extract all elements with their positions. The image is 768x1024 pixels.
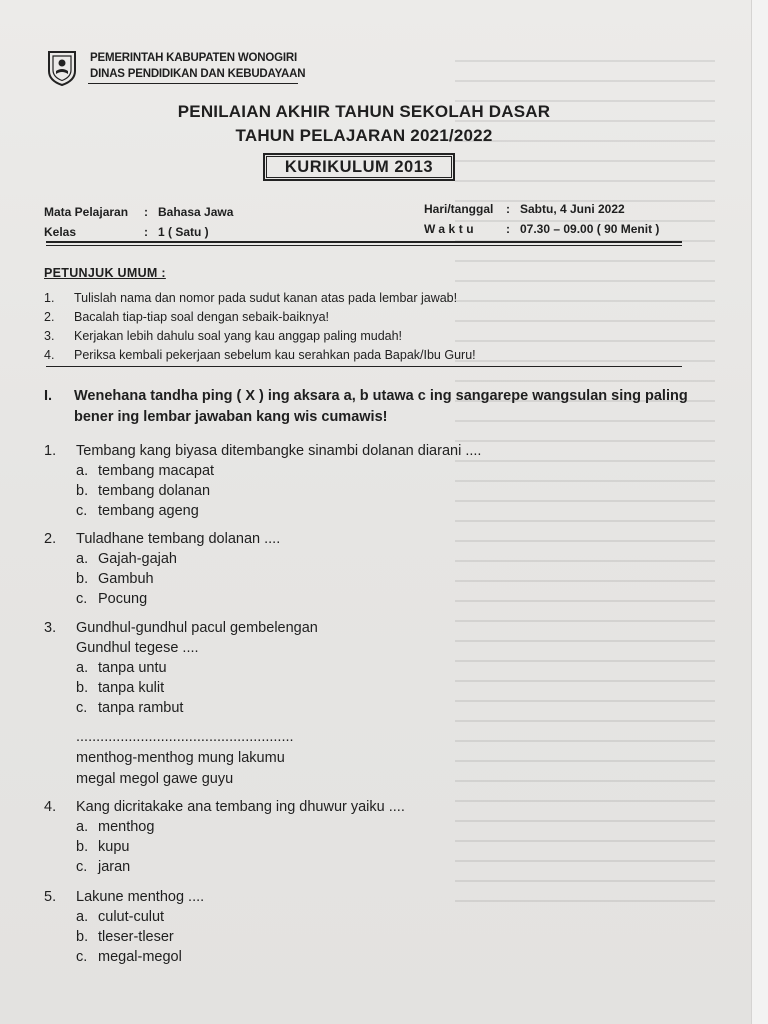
question-text: Tembang kang biyasa ditembangke sinambi dolanan diarani .... (76, 443, 482, 459)
option-item[interactable] (76, 678, 318, 698)
section-number: I. (44, 388, 53, 404)
item-text: Kerjakan lebih dahulu soal yang kau anggap paling mudah! (74, 329, 403, 343)
separator: : (144, 225, 148, 239)
header-rule-thin (46, 245, 682, 246)
option-item[interactable] (76, 549, 280, 569)
option-item[interactable] (76, 837, 405, 857)
org-line-1: PEMERINTAH KABUPATEN WONOGIRI (90, 52, 297, 64)
date-value: Sabtu, 4 Juni 2022 (520, 202, 625, 216)
option-letter: a. (76, 551, 89, 567)
instructions-rule (46, 366, 682, 367)
regency-emblem-icon (46, 49, 78, 87)
option-letter: b. (76, 571, 89, 587)
option-letter: c. (76, 700, 88, 716)
separator: : (506, 202, 510, 216)
curriculum-box: KURIKULUM 2013 (263, 153, 455, 181)
class-label: Kelas (44, 225, 77, 239)
option-letter: c. (76, 591, 88, 607)
option-item[interactable] (76, 817, 405, 837)
question-number: 4. (44, 799, 57, 815)
question-text: Lakune menthog .... (76, 889, 205, 905)
options-list (76, 461, 481, 521)
time-row (424, 222, 659, 236)
option-letter: a. (76, 909, 89, 925)
question-number: 3. (44, 620, 57, 636)
item-number: 4. (44, 348, 55, 362)
option-text: megal-megol (98, 949, 182, 965)
option-letter: c. (76, 503, 88, 519)
item-text: Tulislah nama dan nomor pada sudut kanan atas pada lembar jawab! (74, 291, 458, 305)
option-text: tembang macapat (98, 463, 215, 479)
option-text: menthog (98, 819, 155, 835)
class-value: 1 ( Satu ) (158, 225, 209, 239)
option-text: Gajah-gajah (98, 551, 177, 567)
option-letter: a. (76, 463, 89, 479)
subject-row (44, 205, 233, 219)
question-3 (44, 618, 318, 718)
option-letter: c. (76, 859, 88, 875)
option-text: tanpa untu (98, 660, 167, 676)
item-text: Bacalah tiap-tiap soal dengan sebaik-baiknya! (74, 310, 330, 324)
verse-blank: ...................................................... (76, 729, 294, 745)
question-4 (44, 797, 405, 877)
subject-value: Bahasa Jawa (158, 205, 234, 219)
options-list (76, 817, 405, 877)
option-item[interactable] (76, 927, 204, 947)
date-row (424, 202, 625, 216)
question-number: 5. (44, 889, 57, 905)
options-list (76, 907, 204, 967)
question-text: Kang dicritakake ana tembang ing dhuwur yaiku .... (76, 799, 405, 815)
options-list (76, 658, 318, 718)
org-line-2: DINAS PENDIDIKAN DAN KEBUDAYAAN (90, 68, 306, 80)
question-5 (44, 887, 204, 967)
section-heading (44, 386, 694, 428)
option-text: tanpa kulit (98, 680, 165, 696)
option-text: culut-culut (98, 909, 165, 925)
option-text: tembang ageng (98, 503, 199, 519)
option-text: tleser-tleser (98, 929, 174, 945)
option-letter: b. (76, 929, 89, 945)
question-text: Gundhul-gundhul pacul gembelengan (76, 620, 318, 636)
option-item[interactable] (76, 698, 318, 718)
option-letter: b. (76, 680, 89, 696)
organization-name (90, 50, 305, 82)
option-text: Gambuh (98, 571, 154, 587)
header-rule (46, 241, 682, 243)
date-label: Hari/tanggal (424, 202, 494, 216)
option-text: kupu (98, 839, 130, 855)
question-number: 1. (44, 443, 57, 459)
option-item[interactable] (76, 461, 481, 481)
option-text: tembang dolanan (98, 483, 211, 499)
verse-line-2: megal megol gawe guyu (76, 771, 234, 787)
song-verse (76, 727, 294, 790)
options-list (76, 549, 280, 609)
option-letter: a. (76, 819, 89, 835)
separator: : (144, 205, 148, 219)
question-text-2: Gundhul tegese .... (76, 640, 199, 656)
section-instruction: Wenehana tandha ping ( X ) ing aksara a, b utawa c ing sangarepe wangsulan sing paling bener ing lembar jawaban kang wis cumawis! (74, 388, 688, 425)
option-text: tanpa rambut (98, 700, 184, 716)
item-number: 3. (44, 329, 55, 343)
instruction-item (44, 327, 476, 346)
org-underline (88, 83, 298, 84)
item-text: Periksa kembali pekerjaan sebelum kau serahkan pada Bapak/Ibu Guru! (74, 348, 476, 362)
separator: : (506, 222, 510, 236)
option-text: jaran (98, 859, 131, 875)
item-number: 1. (44, 291, 55, 305)
academic-year: TAHUN PELAJARAN 2021/2022 (235, 126, 493, 145)
option-item[interactable] (76, 481, 481, 501)
item-number: 2. (44, 310, 55, 324)
question-2 (44, 529, 280, 609)
question-number: 2. (44, 531, 57, 547)
class-row (44, 225, 209, 239)
option-item[interactable] (76, 589, 280, 609)
option-item[interactable] (76, 658, 318, 678)
option-letter: c. (76, 949, 88, 965)
page-edge (751, 0, 768, 1024)
subject-label: Mata Pelajaran (44, 205, 129, 219)
option-item[interactable] (76, 857, 405, 877)
time-value: 07.30 – 09.00 ( 90 Menit ) (520, 222, 660, 236)
instruction-item (44, 346, 476, 365)
exam-title: PENILAIAN AKHIR TAHUN SEKOLAH DASAR (177, 102, 551, 121)
question-text: Tuladhane tembang dolanan .... (76, 531, 281, 547)
option-item[interactable] (76, 947, 204, 967)
time-label: Waktu (424, 222, 478, 236)
option-letter: b. (76, 483, 89, 499)
option-letter: a. (76, 660, 89, 676)
instructions-list (44, 289, 476, 365)
option-letter: b. (76, 839, 89, 855)
instructions-heading: PETUNJUK UMUM : (44, 266, 166, 280)
option-item[interactable] (76, 569, 280, 589)
option-text: Pocung (98, 591, 148, 607)
verse-line-1: menthog-menthog mung lakumu (76, 750, 285, 766)
instruction-item (44, 308, 476, 327)
instruction-item (44, 289, 476, 308)
option-item[interactable] (76, 501, 481, 521)
question-1 (44, 441, 481, 521)
option-item[interactable] (76, 907, 204, 927)
